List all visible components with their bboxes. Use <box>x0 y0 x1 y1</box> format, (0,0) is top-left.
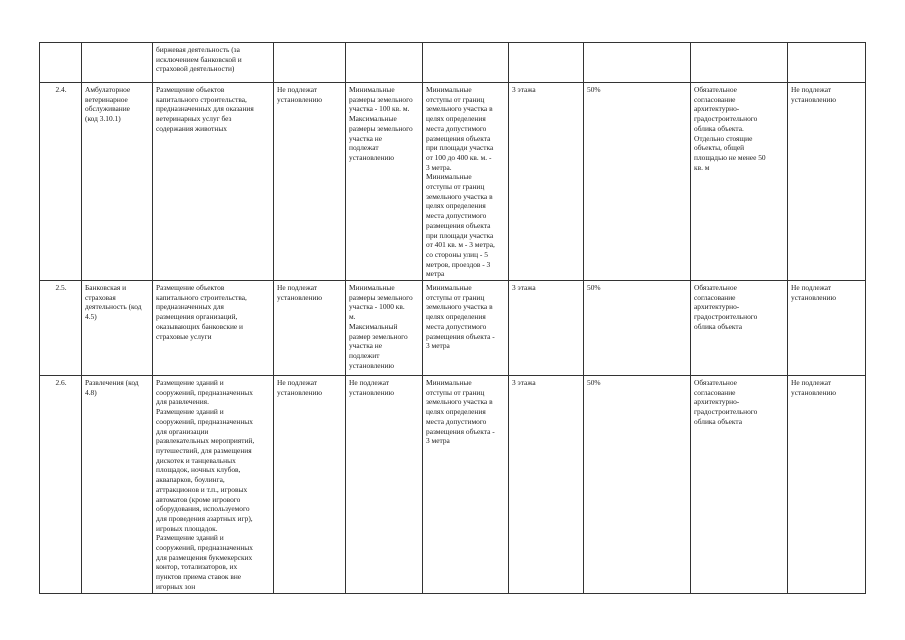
plot-size-limits: Не подлежат установлению <box>349 378 395 397</box>
max-floors-cell <box>509 83 584 281</box>
max-floors-cell <box>509 43 584 83</box>
architectural-requirements: Обязательное согласование архитектурно- градостроительного облика объекта. Отдельно стоящие объекты, общей площадью не менее 50 кв. м <box>694 85 766 172</box>
permitted-use-name-cell <box>82 376 153 593</box>
permitted-use-description: Размещение объектов капитального строительства, предназначенных для оказания ветеринарных услуг без содержания животных <box>156 85 254 133</box>
row-number-cell <box>40 83 82 281</box>
table-row <box>40 376 866 593</box>
architectural-requirements-cell <box>691 376 788 593</box>
row-number-cell <box>40 43 82 83</box>
building-setbacks-cell <box>423 281 509 376</box>
permitted-use-name-cell <box>82 281 153 376</box>
other-restrictions: Не подлежат установлению <box>791 378 837 397</box>
plot-size-limits-cell <box>346 281 423 376</box>
max-floors-cell <box>509 376 584 593</box>
architectural-requirements: Обязательное согласование архитектурно- градостроительного облика объекта <box>694 378 758 426</box>
parameter-cell: Не подлежат установлению <box>277 283 323 302</box>
parameter-cell: Не подлежат установлению <box>277 378 323 397</box>
other-restrictions-cell <box>788 83 866 281</box>
row-number-cell <box>40 281 82 376</box>
building-setbacks: Минимальные отступы от границ земельного участка в целях определения места допустимого размещения объекта при площади участка от 100 до 400 кв. м. - 3 метра. Минимальные отступы от границ земельного участка в целях определения места допустимого размещения объекта при площади участка от 401 кв. м - 3 метра, со стороны улиц - 5 метров, проездов - 3 метра <box>426 85 495 279</box>
permitted-use-name-cell <box>82 43 153 83</box>
permitted-use-description: Размещение зданий и сооружений, предназначенных для развлечения. Размещение зданий и сооружений, предназначенных для организации развлекательных мероприятий, путешествий, для размещения дискотек и танцевальных площадок, ночных клубов, аквапарков, боулинга, аттракционов и т.п., игровых автоматов (кроме игрового оборудования, используемого для проведения азартных игр), игровых площадок. Размещение зданий и сооружений, предназначенных для размещения букмекерских контор, тотализаторов, их пунктов приема ставок вне игорных зон <box>156 378 255 591</box>
permitted-use-name-cell <box>82 83 153 281</box>
permitted-use-name: Банковская и страховая деятельность (код 4.5) <box>85 283 142 322</box>
other-restrictions: Не подлежат установлению <box>791 85 837 104</box>
max-coverage-percent-cell <box>584 83 691 281</box>
max-coverage-percent: 50% <box>587 378 601 388</box>
plot-size-limits: Минимальные размеры земельного участка - 100 кв. м. Максимальные размеры земельного участка не подлежат установлению <box>349 85 413 162</box>
architectural-requirements-cell <box>691 43 788 83</box>
building-setbacks: Минимальные отступы от границ земельного участка в целях определения места допустимого размещения объекта - 3 метра <box>426 378 495 446</box>
row-number: 2.5. <box>55 283 67 293</box>
max-floors: 3 этажа <box>512 283 536 293</box>
parameter-cell-cell <box>274 43 346 83</box>
other-restrictions-cell <box>788 281 866 376</box>
parameter-cell-cell <box>274 281 346 376</box>
other-restrictions: Не подлежат установлению <box>791 283 837 302</box>
parameter-cell-cell <box>274 376 346 593</box>
permitted-use-description-cell <box>153 83 274 281</box>
plot-size-limits-cell <box>346 83 423 281</box>
permitted-use-description-cell <box>153 281 274 376</box>
row-number: 2.4. <box>55 85 67 94</box>
max-coverage-percent: 50% <box>587 283 601 293</box>
max-coverage-percent-cell <box>584 43 691 83</box>
other-restrictions-cell <box>788 376 866 593</box>
building-setbacks-cell <box>423 83 509 281</box>
permitted-use-description-cell <box>153 376 274 593</box>
permitted-use-name: Развлечения (код 4.8) <box>85 378 139 397</box>
building-setbacks: Минимальные отступы от границ земельного участка в целях определения места допустимого размещения объекта - 3 метра <box>426 283 495 351</box>
parameter-cell-cell <box>274 83 346 281</box>
zoning-regulations-table <box>39 42 866 594</box>
plot-size-limits: Минимальные размеры земельного участка - 1000 кв. м. Максимальный размер земельного участка не подлежит установлению <box>349 283 413 370</box>
max-coverage-percent-cell <box>584 376 691 593</box>
table-row <box>40 281 866 376</box>
parameter-cell: Не подлежат установлению <box>277 85 323 104</box>
table-row <box>40 43 866 83</box>
building-setbacks-cell <box>423 43 509 83</box>
table-row <box>40 83 866 281</box>
permitted-use-name: Амбулаторное ветеринарное обслуживание (код 3.10.1) <box>85 85 131 124</box>
max-coverage-percent: 50% <box>587 85 601 94</box>
permitted-use-description-cell <box>153 43 274 83</box>
architectural-requirements-cell <box>691 83 788 281</box>
architectural-requirements-cell <box>691 281 788 376</box>
permitted-use-description: биржевая деятельность (за исключением банковской и страховой деятельности) <box>156 45 242 74</box>
max-floors-cell <box>509 281 584 376</box>
building-setbacks-cell <box>423 376 509 593</box>
row-number: 2.6. <box>55 378 67 388</box>
other-restrictions-cell <box>788 43 866 83</box>
plot-size-limits-cell <box>346 376 423 593</box>
permitted-use-description: Размещение объектов капитального строительства, предназначенных для размещения организаций, оказывающих банковские и страховые услуги <box>156 283 247 341</box>
max-coverage-percent-cell <box>584 281 691 376</box>
plot-size-limits-cell <box>346 43 423 83</box>
max-floors: 3 этажа <box>512 85 536 94</box>
architectural-requirements: Обязательное согласование архитектурно- градостроительного облика объекта <box>694 283 758 331</box>
max-floors: 3 этажа <box>512 378 536 388</box>
row-number-cell <box>40 376 82 593</box>
